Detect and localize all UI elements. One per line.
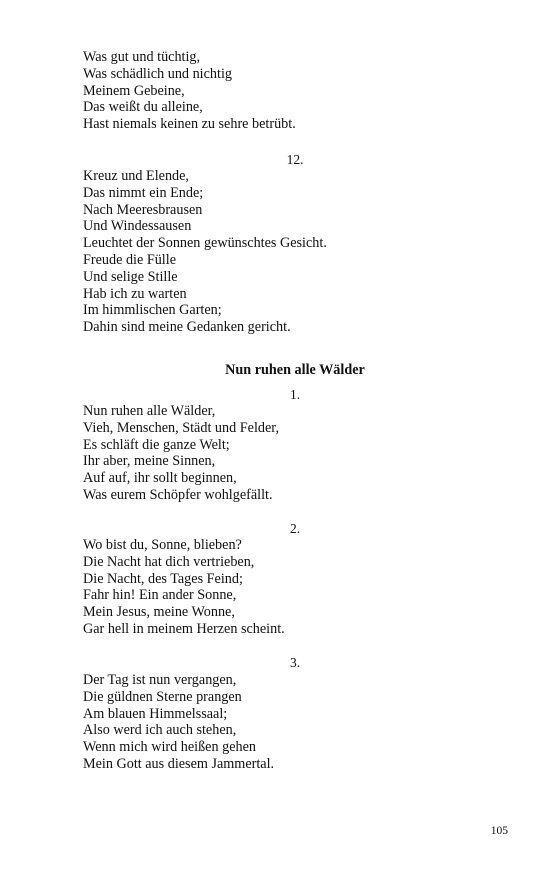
stanza-12 (83, 168, 513, 336)
stanza-11-ending (83, 49, 513, 133)
stanza-number (0, 387, 550, 403)
poem2-stanza-3 (83, 672, 513, 773)
verse-line: Also werd ich auch stehen, (83, 722, 237, 739)
verse-line: Was schädlich und nichtig (83, 65, 232, 82)
verse-line: Kreuz und Elende, (83, 168, 189, 184)
verse-line: Ihr aber, meine Sinnen, (83, 453, 216, 470)
verse-line: Wenn mich wird heißen gehen (83, 739, 256, 756)
poem-title (0, 362, 550, 379)
stanza-number (0, 152, 550, 168)
verse-line: Das weißt du alleine, (83, 99, 203, 116)
verse-line: Und Windessausen (83, 218, 192, 235)
verse-line: Hast niemals keinen zu sehre betrübt. (83, 116, 296, 133)
verse-line: Hab ich zu warten (83, 285, 187, 302)
verse-line: Nun ruhen alle Wälder, (83, 403, 216, 419)
verse-line: Fahr hin! Ein ander Sonne, (83, 587, 237, 604)
verse-line: Im himmlischen Garten; (83, 302, 222, 319)
verse-line: Die Nacht hat dich vertrieben, (83, 553, 255, 570)
verse-line: Auf auf, ihr sollt beginnen, (83, 470, 237, 487)
verse-line: Was gut und tüchtig, (83, 49, 201, 65)
page-number: 105 (490, 825, 508, 837)
stanza-number (0, 521, 550, 537)
verse-line: Nach Meeresbrausen (83, 201, 203, 218)
verse-line: Vieh, Menschen, Städt und Felder, (83, 419, 279, 436)
verse-line: Freude die Fülle (83, 251, 176, 268)
verse-line: Die güldnen Sterne prangen (83, 688, 242, 705)
verse-line: Die Nacht, des Tages Feind; (83, 570, 243, 587)
stanza-number-text: 2. (289, 521, 301, 536)
verse-line: Was eurem Schöpfer wohlgefällt. (83, 486, 273, 503)
verse-line: Mein Gott aus diesem Jammertal. (83, 755, 275, 772)
verse-line: Dahin sind meine Gedanken gericht. (83, 319, 291, 336)
poem2-stanza-2 (83, 537, 513, 638)
stanza-number-text: 12. (286, 152, 304, 167)
poem2-stanza-1 (83, 403, 513, 504)
verse-line: Mein Jesus, meine Wonne, (83, 604, 235, 621)
verse-line: Meinem Gebeine, (83, 82, 185, 99)
stanza-number (0, 655, 550, 671)
verse-line: Wo bist du, Sonne, blieben? (83, 537, 242, 553)
verse-line: Und selige Stille (83, 268, 178, 285)
poem-title-text: Nun ruhen alle Wälder (225, 362, 365, 378)
stanza-number-text: 3. (289, 655, 301, 670)
verse-line: Das nimmt ein Ende; (83, 184, 204, 201)
verse-line: Am blauen Himmelssaal; (83, 705, 228, 722)
verse-line: Es schläft die ganze Welt; (83, 436, 230, 453)
verse-line: Gar hell in meinem Herzen scheint. (83, 620, 285, 637)
verse-line: Leuchtet der Sonnen gewünschtes Gesicht. (83, 235, 327, 252)
stanza-number-text: 1. (289, 387, 301, 402)
verse-line: Der Tag ist nun vergangen, (83, 672, 237, 688)
